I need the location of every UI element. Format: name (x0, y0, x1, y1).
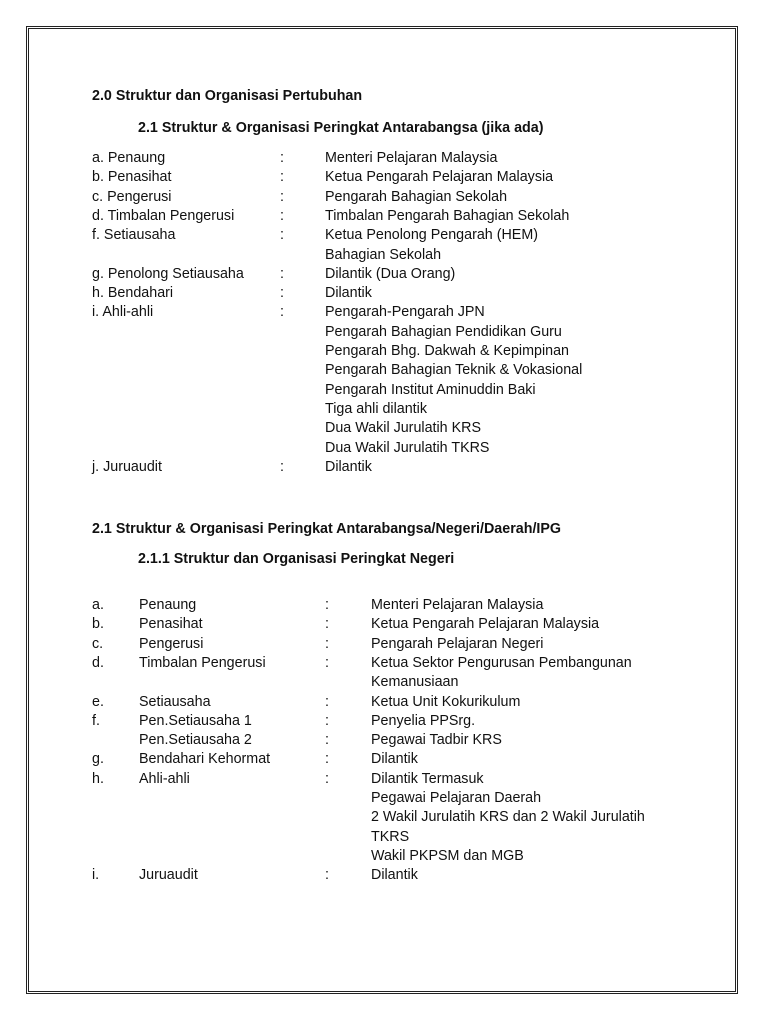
role-label: Juruaudit (139, 867, 198, 884)
list-marker: a. (92, 597, 104, 613)
role-value: Ketua Sektor Pengurusan Pembangunan (371, 654, 632, 671)
role-value: Pengarah Bhg. Dakwah & Kepimpinan (325, 343, 569, 359)
role-value: Pengarah Bahagian Pendidikan Guru (325, 323, 562, 340)
list-marker: i. (92, 867, 100, 884)
role-label: f. Setiausaha (92, 227, 176, 244)
list-marker: d. (92, 654, 104, 671)
role-value: Wakil PKPSM dan MGB (371, 847, 524, 864)
role-value: Pengarah-Pengarah JPN (325, 304, 485, 321)
role-value: Dilantik (Dua Orang) (325, 265, 456, 282)
role-value: Tiga ahli dilantik (325, 400, 427, 417)
role-label: Ahli-ahli (139, 770, 190, 787)
role-value: Dilantik (325, 458, 372, 475)
role-label: Pen.Setiausaha 1 (139, 712, 252, 729)
role-value: Menteri Pelajaran Malaysia (371, 597, 544, 613)
separator-colon: : (325, 635, 329, 652)
section-heading: 2.1 Struktur & Organisasi Peringkat Antarabangsa/Negeri/Daerah/IPG (92, 521, 562, 537)
separator-colon: : (280, 265, 284, 282)
separator-colon: : (280, 304, 284, 321)
role-value: Dua Wakil Jurulatih KRS (325, 420, 481, 437)
role-value: Kemanusiaan (371, 674, 459, 691)
separator-colon: : (325, 597, 329, 613)
role-value: Timbalan Pengarah Bahagian Sekolah (325, 207, 570, 224)
list-marker: b. (92, 616, 104, 633)
role-value: Pengarah Pelajaran Negeri (371, 635, 544, 652)
role-label: Pen.Setiausaha 2 (139, 732, 252, 749)
role-label: c. Pengerusi (92, 188, 172, 205)
role-label: Penaung (139, 597, 197, 613)
role-value: Menteri Pelajaran Malaysia (325, 150, 498, 166)
role-value: Ketua Unit Kokurikulum (371, 693, 521, 710)
separator-colon: : (280, 169, 284, 186)
list-marker: g. (92, 751, 104, 768)
role-value: Dilantik (371, 867, 418, 884)
section-subheading: 2.1 Struktur & Organisasi Peringkat Antarabangsa (jika ada) (138, 120, 544, 136)
separator-colon: : (325, 654, 329, 671)
separator-colon: : (325, 616, 329, 633)
separator-colon: : (280, 188, 284, 205)
separator-colon: : (325, 770, 329, 787)
role-value: Ketua Pengarah Pelajaran Malaysia (371, 616, 600, 633)
role-label: b. Penasihat (92, 169, 172, 186)
role-label: i. Ahli-ahli (92, 304, 154, 321)
role-value: Ketua Penolong Pengarah (HEM) (325, 227, 538, 244)
role-value: 2 Wakil Jurulatih KRS dan 2 Wakil Jurulatih (371, 809, 645, 826)
separator-colon: : (280, 207, 284, 224)
role-label: d. Timbalan Pengerusi (92, 207, 235, 224)
separator-colon: : (325, 867, 329, 884)
separator-colon: : (325, 751, 329, 768)
separator-colon: : (325, 693, 329, 710)
role-value: Bahagian Sekolah (325, 246, 442, 263)
role-value: Penyelia PPSrg. (371, 712, 476, 729)
list-marker: h. (92, 770, 104, 787)
role-value: Pegawai Pelajaran Daerah (371, 790, 542, 806)
role-value: Dua Wakil Jurulatih TKRS (325, 439, 490, 456)
separator-colon: : (325, 732, 329, 749)
section-subheading: 2.1.1 Struktur dan Organisasi Peringkat Negeri (138, 551, 455, 567)
separator-colon: : (280, 150, 284, 166)
role-label: g. Penolong Setiausaha (92, 265, 244, 282)
role-label: Penasihat (139, 616, 203, 633)
role-value: Pengarah Bahagian Teknik & Vokasional (325, 362, 583, 379)
role-value: Dilantik (371, 751, 418, 768)
role-value: Pengarah Institut Aminuddin Baki (325, 381, 536, 398)
role-value: Dilantik Termasuk (371, 770, 484, 787)
list-marker: c. (92, 635, 104, 652)
role-value: TKRS (371, 828, 410, 845)
role-label: Bendahari Kehormat (139, 751, 271, 768)
role-label: j. Juruaudit (92, 458, 162, 475)
role-value: Dilantik (325, 285, 372, 302)
role-label: a. Penaung (92, 150, 166, 166)
role-label: h. Bendahari (92, 285, 174, 302)
separator-colon: : (280, 227, 284, 244)
separator-colon: : (280, 458, 284, 475)
section-heading: 2.0 Struktur dan Organisasi Pertubuhan (92, 88, 363, 104)
separator-colon: : (325, 712, 329, 729)
role-label: Pengerusi (139, 635, 204, 652)
list-marker: f. (92, 712, 100, 729)
role-value: Ketua Pengarah Pelajaran Malaysia (325, 169, 554, 186)
role-value: Pengarah Bahagian Sekolah (325, 188, 508, 205)
role-label: Timbalan Pengerusi (139, 654, 266, 671)
role-label: Setiausaha (139, 693, 211, 710)
role-value: Pegawai Tadbir KRS (371, 732, 502, 749)
list-marker: e. (92, 693, 104, 710)
separator-colon: : (280, 285, 284, 302)
